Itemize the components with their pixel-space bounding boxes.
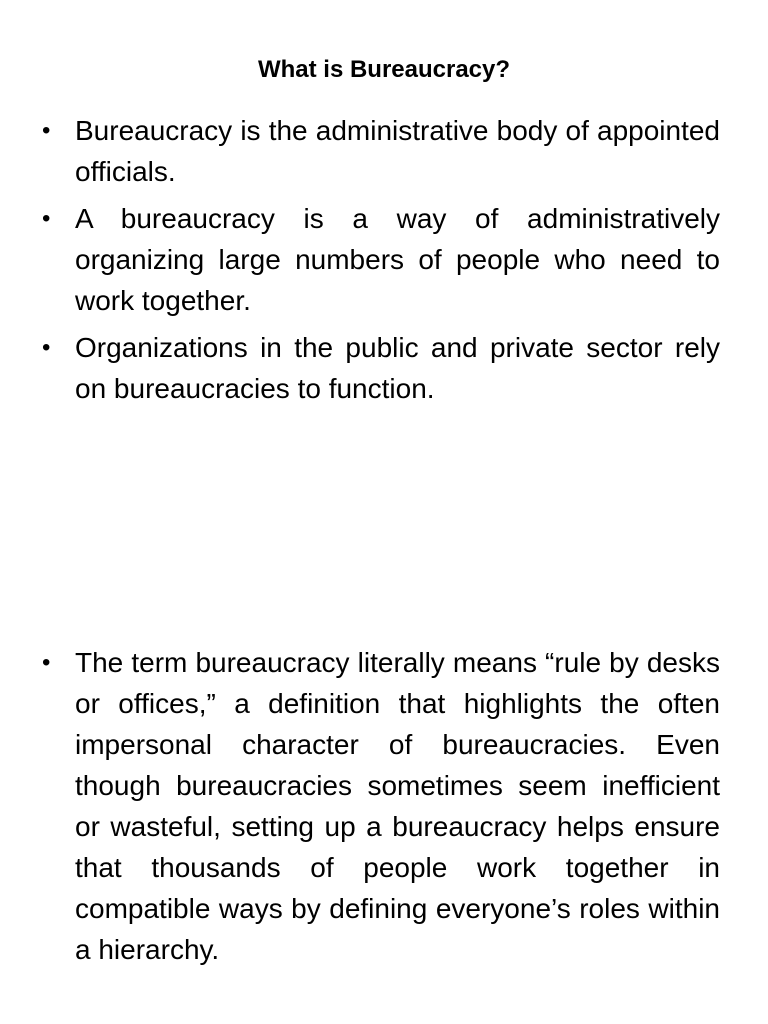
bullet-list-top [42,110,720,415]
bullet-text: Bureaucracy is the administrative body of appointed officials. [75,115,720,187]
bullet-item [42,198,720,321]
bullet-icon: • [42,117,51,144]
bullet-item [42,327,720,409]
bullet-text: A bureaucracy is a way of administratively organizing large numbers of people who need to work together. [75,203,720,316]
bullet-icon: • [42,205,51,232]
bullet-item [42,642,720,970]
bullet-icon: • [42,649,51,676]
bullet-item [42,110,720,192]
bullet-text: The term bureaucracy literally means “rule by desks or offices,” a definition that highlights the often impersonal character of bureaucracies. Even though bureaucracies sometimes seem inefficient or wasteful, setting up a bureaucracy helps ensure that thousands of people work together in compatible ways by defining everyone’s roles within a hierarchy. [75,647,720,965]
bullet-list-bottom [42,642,720,976]
page-title: What is Bureaucracy? [257,56,511,83]
bullet-text: Organizations in the public and private sector rely on bureaucracies to function. [75,332,720,404]
bullet-icon: • [42,334,51,361]
